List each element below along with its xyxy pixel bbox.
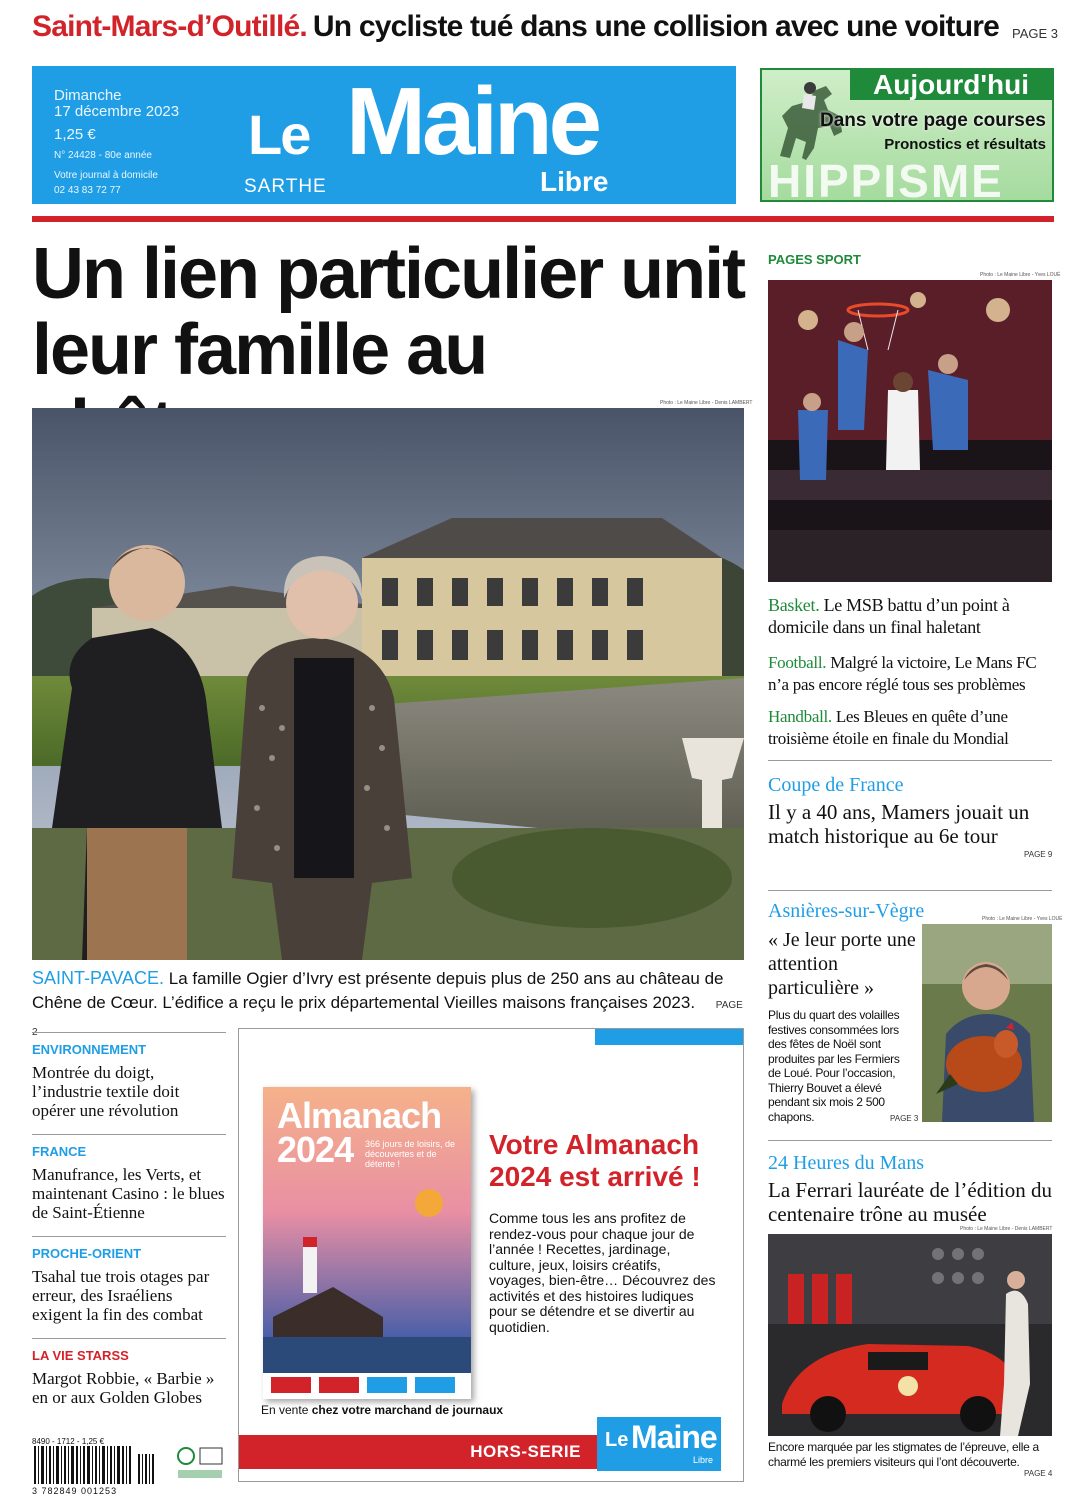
castle-photo-illustration [32, 408, 744, 960]
almanach-ad[interactable] [238, 1028, 744, 1482]
asnieres-photo-credit: Photo : Le Maine Libre - Yves LOUÉ [982, 916, 1063, 922]
ad-logo-le: Le [605, 1429, 629, 1451]
sport-headline: Le MSB battu d’un point à domicile dans un final haletant [768, 595, 1010, 637]
sport-category: Basket. [768, 595, 820, 615]
book-subtitle: 366 jours de loisirs, de découvertes et de détente ! [365, 1139, 456, 1169]
main-photo-credit: Photo : Le Maine Libre - Denis LAMBERT [660, 400, 753, 406]
barcode-digits: 3 782849 001253 [32, 1486, 118, 1496]
asnieres-category: Asnières-sur-Vègre [768, 900, 925, 922]
brief-headline[interactable]: Montrée du doigt, l’industrie textile doit opérer une révolution [32, 1063, 180, 1120]
heures-headline[interactable]: La Ferrari lauréate de l’édition du centenaire trône au musée [768, 1178, 1052, 1226]
masthead-issue: N° 24428 - 80e année [54, 150, 152, 161]
almanach-book-cover [263, 1087, 471, 1399]
heures-photo-credit: Photo : Le Maine Libre - Denis LAMBERT [960, 1226, 1053, 1232]
caption-place: SAINT-PAVACE. [32, 968, 165, 988]
asnieres-quote[interactable]: « Je leur porte une attention particulière » [768, 929, 916, 999]
ferrari-page: PAGE 4 [1024, 1469, 1053, 1478]
sport-item-basket[interactable] [768, 594, 1058, 638]
masthead-day: Dimanche [54, 87, 122, 104]
ad-logo-libre: Libre [693, 1455, 714, 1465]
home-delivery-label: Votre journal à domicile [54, 170, 158, 181]
heures-category: 24 Heures du Mans [768, 1152, 925, 1174]
top-banner-place: Saint-Mars-d’Outillé. [32, 10, 307, 43]
ferrari-caption: Encore marquée par les stigmates de l’épreuve, elle a charmé les premiers visiteurs qui l’ont découverte. [768, 1440, 1039, 1469]
lighthouse-illustration [263, 1177, 471, 1399]
edition-name: SARTHE [244, 176, 327, 197]
brief-divider [32, 1134, 226, 1135]
ad-title: Votre Almanach 2024 est arrivé ! [489, 1129, 701, 1192]
caption-page: PAGE [715, 1000, 743, 1011]
sport-category: Football. [768, 653, 827, 672]
logo-libre: Libre [540, 166, 609, 197]
brief-environnement[interactable] [32, 1032, 226, 1120]
main-photo[interactable] [32, 408, 744, 960]
brief-headline[interactable]: Tsahal tue trois otages par erreur, des Israéliens exigent la fin des combat [32, 1267, 210, 1324]
main-headline[interactable]: Un lien particulier unit leur famille au [32, 234, 745, 390]
home-delivery-phone: 02 43 83 72 77 [54, 185, 121, 196]
logo-le: Le [248, 103, 310, 166]
top-banner-page: PAGE 3 [1011, 26, 1058, 41]
brief-category: ENVIRONNEMENT [32, 1042, 147, 1057]
hors-serie-bar: HORS-SERIE [239, 1435, 597, 1469]
coupe-page: PAGE 9 [1024, 850, 1053, 859]
hippisme-today: Aujourd'hui [850, 70, 1052, 100]
ad-logo-maine: Maine [631, 1419, 717, 1455]
masthead [32, 66, 736, 204]
masthead-full-date: 17 décembre 2023 [54, 103, 180, 120]
barcode-icon [32, 1446, 172, 1486]
asnieres-text: Plus du quart des volailles festives consommées lors des fêtes de Noël sont produites par les Fermiers de Loué. Pour l’occasion, Thierry Bouvet a élevé pendant six mois 2 500 chapons. [768, 1008, 900, 1124]
brief-headline[interactable]: Manufrance, les Verts, et maintenant Casino : le blues de Saint-Étienne [32, 1165, 225, 1222]
ad-logo [597, 1417, 721, 1471]
brief-category: LA VIE STARSS [32, 1348, 129, 1363]
brief-divider [32, 1236, 226, 1237]
brief-category: PROCHE-ORIENT [32, 1246, 142, 1261]
masthead-date [54, 88, 179, 120]
sport-item-handball[interactable] [768, 706, 1058, 750]
farmer-photo[interactable] [922, 924, 1052, 1122]
barcode-code: 8490 - 1712 - 1,25 € [32, 1437, 105, 1446]
sport-item-football[interactable] [768, 652, 1058, 696]
sport-section-label[interactable]: PAGES SPORT [768, 252, 861, 267]
ad-sale-info [261, 1403, 503, 1417]
ad-body: Comme tous les ans profitez de rendez-vous pour chaque jour de l’année ! Recettes, jardinage, culture, jeux, loisirs créatifs, voyages, bien-être… Découvrez des activités et des histoires ludiques pour se détendre et se divertir au quotidien. [489, 1210, 716, 1335]
right-divider [768, 1140, 1052, 1141]
sport-category: Handball. [768, 707, 832, 726]
brief-vie-starss[interactable] [32, 1338, 226, 1407]
sport-photo-credit: Photo : Le Maine Libre - Yves LOUÉ [980, 272, 1061, 278]
ferrari-museum-illustration [768, 1234, 1052, 1436]
brief-proche-orient[interactable] [32, 1236, 226, 1324]
brief-headline[interactable]: Margot Robbie, « Barbie » en or aux Golden Globes [32, 1369, 215, 1407]
right-divider [768, 760, 1052, 761]
top-banner-title[interactable]: Un cycliste tué dans une collision avec une voiture [312, 10, 999, 43]
hippisme-word: HIPPISME [768, 155, 1004, 202]
hippisme-line1: Dans votre page courses [820, 110, 1046, 131]
hippisme-line2: Pronostics et résultats [884, 136, 1046, 153]
coupe-category: Coupe de France [768, 774, 904, 796]
ad-blue-tab [595, 1029, 743, 1045]
ad-sale-place: chez votre marchand de journaux [311, 1403, 504, 1417]
sport-headline: Malgré la victoire, Le Mans FC n’a pas encore réglé tous ses problèmes [768, 653, 1037, 694]
recycle-icon [176, 1446, 226, 1482]
top-banner[interactable] [32, 10, 1062, 50]
brief-category: FRANCE [32, 1144, 87, 1159]
sport-headline: Les Bleues en quête d’une troisième étoile en finale du Mondial [768, 707, 1009, 748]
coupe-headline[interactable]: Il y a 40 ans, Mamers jouait un match historique au 6e tour [768, 800, 1030, 848]
ferrari-photo[interactable] [768, 1234, 1052, 1436]
book-title-line1: Almanach [277, 1095, 442, 1136]
basketball-illustration [768, 280, 1052, 582]
asnieres-page: PAGE 3 [890, 1114, 919, 1123]
basketball-photo[interactable] [768, 280, 1052, 582]
farmer-with-rooster-illustration [922, 924, 1052, 1122]
right-divider [768, 890, 1052, 891]
hippisme-promo[interactable] [760, 68, 1054, 202]
brief-france[interactable] [32, 1134, 226, 1222]
masthead-home-delivery [54, 168, 158, 198]
header-divider [32, 216, 1054, 222]
masthead-price: 1,25 € [54, 126, 96, 143]
brief-divider [32, 1338, 226, 1339]
logo-maine: Maine [346, 68, 599, 175]
caption-text: La famille Ogier d’Ivry est présente depuis plus de 250 ans au château de Chêne de Cœur. L’édifice a reçu le prix départemental Vieilles maisons françaises 2023. [32, 969, 724, 1012]
brief-divider [32, 1032, 226, 1033]
book-title-line2: 2024 [277, 1129, 354, 1170]
ad-sale-prefix: En vente [261, 1403, 309, 1417]
